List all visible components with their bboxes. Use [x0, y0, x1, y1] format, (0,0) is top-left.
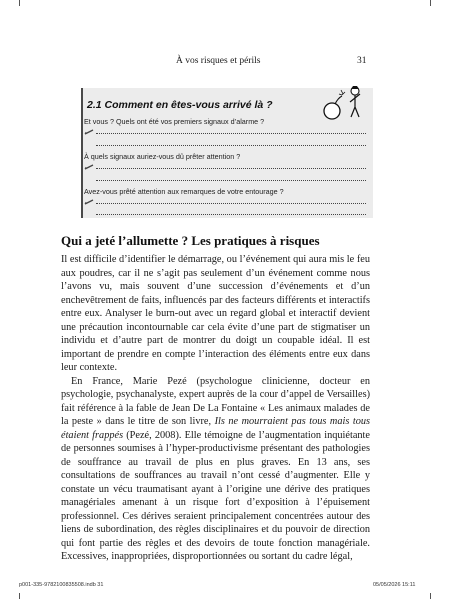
question-3: Avez-vous prêté attention aux remarques de votre entourage ?	[84, 187, 284, 196]
answer-line	[96, 133, 366, 134]
paragraph-part: En France, Marie Pezé (psychologue clinicienne, docteur en psychologie, psychanalyste, expert auprès de la cour d’appel de Versailles) fait référence à la fable de Jean De La Fontaine « Les animaux malades de la peste » dans le titre de son livre,	[61, 375, 370, 427]
footer-date: 05/05/2026 15:11	[373, 582, 416, 588]
answer-line	[96, 145, 366, 146]
answer-line	[96, 203, 366, 204]
running-head-title: À vos risques et périls	[176, 56, 261, 66]
crop-mark	[19, 0, 20, 6]
pen-icon	[84, 199, 94, 205]
answer-line	[96, 180, 366, 181]
crop-mark	[19, 593, 20, 599]
pen-icon	[84, 164, 94, 170]
footer-file: p001-335-9782100835508.indb 31	[19, 582, 104, 588]
paragraph	[61, 375, 370, 564]
book-title: Ils ne mourraient pas tous mais tous étaient frappés	[61, 416, 370, 441]
exercise-title: 2.1 Comment en êtes-vous arrivé là ?	[87, 99, 273, 111]
crop-mark	[430, 0, 431, 6]
answer-line	[96, 168, 366, 169]
question-2: À quels signaux auriez-vous dû prêter attention ?	[84, 152, 241, 161]
bomb-figure-icon	[322, 84, 366, 122]
question-1: Et vous ? Quels ont été vos premiers signaux d’alarme ?	[84, 117, 265, 126]
paragraph: Il est difficile d’identifier le démarrage, ou l’événement qui aura mis le feu aux poudres, car il ne s’agit pas seulement d’un événement comme nous l’avons vu, mais souvent d’une succession d’événements et d’un enchevêtrement de faits, influencés par des facteurs différents et interactifs entre eux. Analyser le burn-out avec un regard global et interactif devient une précaution incontournable car cela évite d’une part de stigmatiser un individu et d’autre part de montrer du doigt un coupable idéal. Il est important de prendre en compte l’interaction des éléments entre eux dans leur contexte.	[61, 254, 370, 373]
crop-mark	[430, 593, 431, 599]
paragraph-part: (Pezé, 2008). Elle témoigne de l’augmentation inquiétante de personnes soumises à l’hyper-productivisme présentant des pathologies de souffrance au travail de plus en plus graves. En 13 ans, ses consultations de souffrances au travail n’ont cessé d’augmenter. Elle y constate un vécu traumatisant ayant à l’origine une dérive des pratiques managériales amenant à un risque fort d’exposition à l’épuisement professionnel. Ces dérives seraient principalement concentrées autour des liens de subordination, des règles disciplinaires et du pouvoir de direction qui font partie des règles et des devoirs de toute fonction managériale. Excessives, inappropriées, disproportionnées ou sortant du cadre légal,	[61, 429, 370, 562]
pen-icon	[84, 129, 94, 135]
page-number: 31	[357, 56, 367, 66]
answer-line	[96, 214, 366, 215]
body-text	[61, 253, 370, 564]
section-heading: Qui a jeté l’allumette ? Les pratiques à risques	[61, 233, 320, 248]
